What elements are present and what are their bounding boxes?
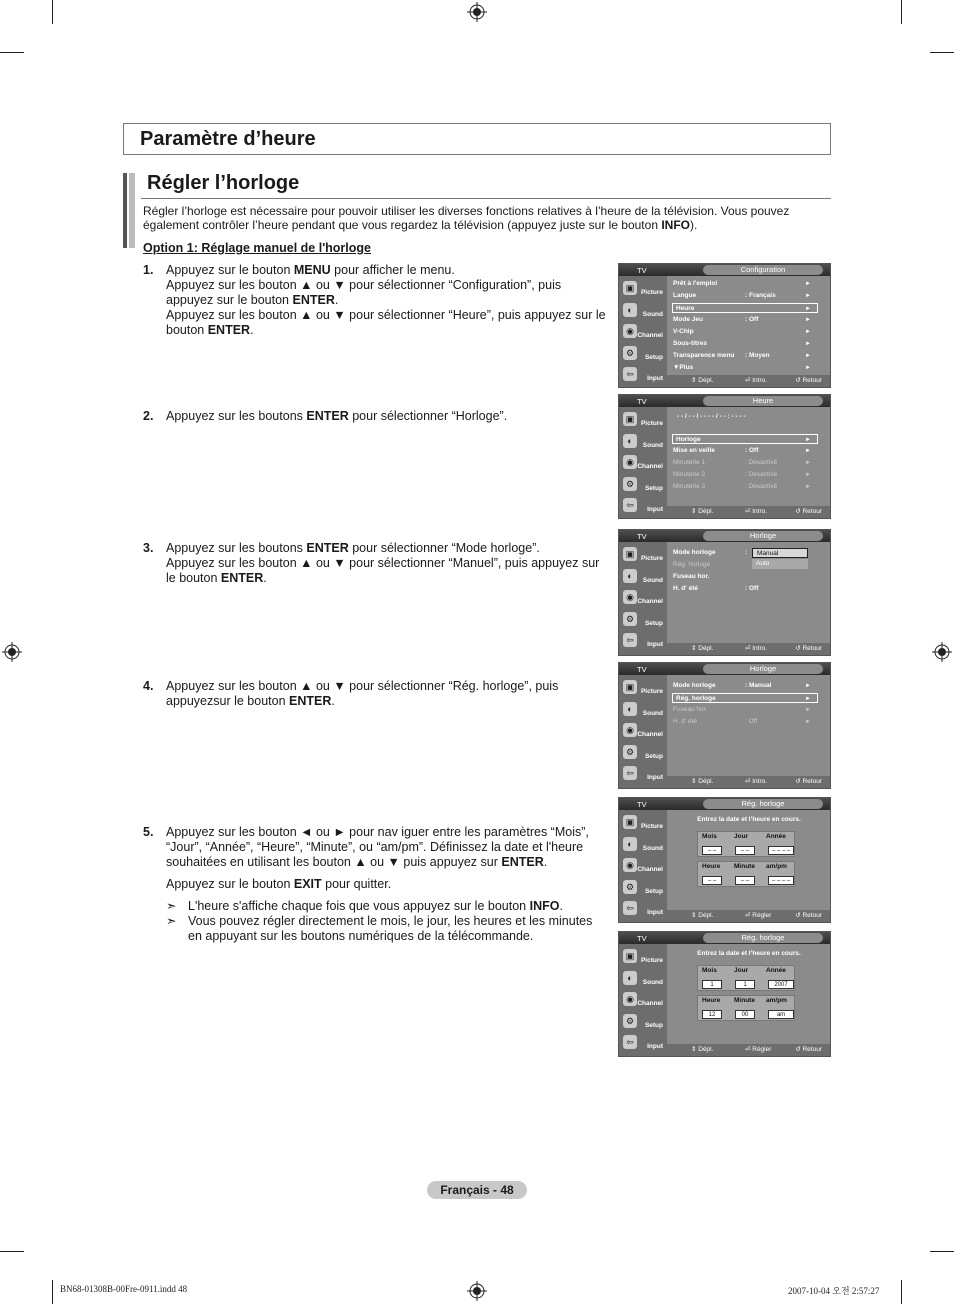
arrow-right-icon: ► (805, 341, 811, 347)
crop-mark (901, 1280, 902, 1304)
input-icon: ⇦ (623, 633, 637, 647)
osd-row-label: Mode horloge (673, 682, 716, 689)
arrow-right-icon: ► (805, 281, 811, 287)
osd-field-value: – – (735, 876, 755, 885)
osd-sidebar (619, 276, 667, 387)
osd-sidebar-item (621, 814, 665, 834)
osd-menu-row (673, 327, 817, 337)
osd-row-label: Prêt à l'emploi (673, 280, 718, 287)
osd-row-label: H. d' été (673, 585, 699, 592)
print-file-info: BN68-01308B-00Fre-0911.indd 48 (60, 1284, 188, 1294)
channel-icon: ◉ (623, 324, 637, 338)
osd-header (619, 663, 830, 675)
osd-row-label: Mode Jeu (673, 316, 703, 323)
crop-mark (52, 1280, 53, 1304)
osd-field-label: Minute (734, 863, 755, 870)
arrow-right-icon: ► (805, 317, 811, 323)
osd-row-label: Minuterie 1 (673, 459, 706, 466)
crop-mark (901, 0, 902, 24)
osd-field-label: am/pm (766, 863, 787, 870)
osd-sidebar-label: Picture (640, 555, 663, 562)
osd-row-value: : Désactivé (745, 471, 778, 478)
osd-menu-row (673, 446, 817, 456)
osd-field-grid (697, 861, 795, 887)
osd-sidebar (619, 407, 667, 518)
registration-mark-icon (932, 642, 952, 662)
osd-sidebar-item (621, 568, 665, 588)
osd-row-value: : Manual (745, 682, 772, 689)
picture-icon: ▣ (623, 815, 637, 829)
osd-menu-row (673, 681, 817, 691)
arrow-right-icon: ► (805, 696, 811, 702)
osd-title: Rég. horloge (703, 933, 823, 943)
osd-row-label: Mise en veille (673, 447, 715, 454)
osd-field-value: – – – – (768, 876, 794, 885)
osd-sidebar (619, 944, 667, 1056)
osd-sidebar-item (621, 948, 665, 968)
osd-sidebar-item (621, 411, 665, 431)
osd-sidebar-label: Setup (644, 619, 663, 627)
osd-sidebar-item (621, 744, 665, 764)
osd-sidebar-label: Channel (637, 731, 663, 738)
enter-hint: ⏎ Régler (745, 912, 772, 919)
osd-field-label: Mois (702, 833, 717, 840)
osd-sidebar-label: Channel (637, 866, 663, 873)
sound-icon: ◐ (623, 837, 637, 851)
osd-sidebar-item (621, 679, 665, 699)
osd-row-value: : Off (745, 585, 759, 592)
osd-sidebar-item (621, 879, 665, 899)
osd-menu-row (673, 482, 817, 492)
osd-field-value: 1 (702, 980, 722, 989)
move-hint: ⇕ Dépl. (691, 645, 714, 652)
osd-menu-row (673, 470, 817, 480)
registration-mark-icon (2, 642, 22, 662)
osd-title: Horloge (703, 531, 823, 541)
channel-icon: ◉ (623, 455, 637, 469)
registration-mark-icon (467, 2, 487, 22)
picture-icon: ▣ (623, 680, 637, 694)
arrow-right-icon: ► (805, 719, 811, 725)
osd-row-value: : (745, 549, 748, 556)
osd-sidebar-label: Picture (640, 420, 663, 427)
osd-sidebar-item (621, 836, 665, 856)
osd-sidebar-item (621, 302, 665, 322)
osd-row-label: Heure (676, 305, 695, 312)
osd-row-label: ▼Plus (673, 364, 694, 371)
sound-icon: ◐ (623, 303, 637, 317)
osd-sidebar (619, 675, 667, 788)
osd-field-grid (697, 995, 795, 1021)
arrow-right-icon: ► (805, 437, 811, 443)
osd-field-label: am/pm (766, 997, 787, 1004)
return-hint: ↺ Retour (795, 645, 822, 652)
sound-icon: ◐ (623, 569, 637, 583)
osd-row-label: Langue (673, 292, 697, 299)
osd-sidebar-label: Setup (644, 752, 663, 760)
osd-sidebar-item (621, 991, 665, 1011)
step-4: 4. Appuyez sur les bouton ▲ ou ▼ pour sélectionner “Rég. horloge”, puis appuyezsur le bouton ENTER. (143, 679, 559, 708)
osd-field-value: am (768, 1010, 794, 1019)
return-hint: ↺ Retour (795, 508, 822, 515)
move-hint: ⇕ Dépl. (691, 912, 714, 919)
osd-footer (667, 1044, 830, 1056)
setup-icon: ⚙ (623, 346, 637, 360)
osd-field-value: – – (735, 846, 755, 855)
clock-display: - - / - - / - - - - / - - : - - - - (677, 413, 746, 420)
osd-title: Rég. horloge (703, 799, 823, 809)
arrow-right-icon: ► (805, 329, 811, 335)
osd-field-label: Jour (734, 833, 749, 840)
osd-sidebar-label: Picture (640, 957, 663, 964)
osd-row-label: H. d' été (673, 718, 698, 725)
arrow-right-icon: ► (805, 448, 811, 454)
setup-icon: ⚙ (623, 1014, 637, 1028)
sound-icon: ◐ (623, 434, 637, 448)
arrow-right-icon: ► (805, 472, 811, 478)
osd-field-value: 2007 (768, 980, 794, 989)
osd-field-label: Minute (734, 997, 755, 1004)
osd-tv-label: TV (637, 934, 647, 943)
osd-field-grid (697, 831, 795, 857)
return-hint: ↺ Retour (795, 377, 822, 384)
arrow-right-icon: ► (805, 353, 811, 359)
channel-icon: ◉ (623, 992, 637, 1006)
channel-icon: ◉ (623, 858, 637, 872)
osd-field-label: Jour (734, 967, 749, 974)
osd-menu-row (673, 458, 817, 468)
registration-mark-icon (467, 1281, 487, 1301)
osd-menu-row (673, 584, 817, 594)
osd-row-label: V-Chip (673, 328, 694, 335)
osd-instruction: Entrez la date et l’heure en cours. (697, 816, 801, 823)
arrow-right-icon: ► (805, 460, 811, 466)
osd-sidebar-label: Picture (640, 823, 663, 830)
osd-header (619, 395, 830, 407)
enter-hint: ⏎ Intro. (745, 778, 768, 785)
osd-sidebar-label: Input (647, 909, 663, 916)
osd-sidebar-label: Sound (642, 844, 663, 852)
osd-sidebar-label: Input (647, 375, 663, 382)
osd-sidebar-label: Sound (642, 576, 663, 584)
osd-field-label: Mois (702, 967, 717, 974)
divider (141, 198, 831, 199)
osd-header (619, 932, 830, 944)
osd-sidebar-item (621, 701, 665, 721)
osd-horloge-mode (618, 529, 831, 656)
osd-row-label: Horloge (676, 436, 701, 443)
setup-icon: ⚙ (623, 477, 637, 491)
osd-sidebar-label: Channel (637, 1000, 663, 1007)
osd-horloge-reg (618, 662, 831, 789)
step-5: 5. Appuyez sur les bouton ◄ ou ► pour nav iguer entre les paramètres “Mois”, “Jour”, “Année”, “Heure”, “Minute”, ou “am/pm”. Définissez la date et l'heure souhaitées en utilisant les bouton ▲ ou ▼ puis appuyez sur ENTER. Appuyez sur le bouton EXIT pour quitter. ➣ L'heure s'affiche chaque fois que vous appuyez sur le bouton INFO. ➣ Vous pouvez régler directement le mois, le jour, les heures et les minutes en appuyant sur les boutons numériques de la télécommande. (143, 825, 608, 944)
osd-title: Configuration (703, 265, 823, 275)
osd-tv-label: TV (637, 266, 647, 275)
osd-header (619, 798, 830, 810)
input-icon: ⇦ (623, 1035, 637, 1049)
arrow-right-icon: ► (805, 365, 811, 371)
picture-icon: ▣ (623, 412, 637, 426)
setup-icon: ⚙ (623, 880, 637, 894)
osd-row-label: Transparence menu (673, 352, 735, 359)
osd-sidebar-label: Setup (644, 1021, 663, 1029)
osd-title: Heure (703, 396, 823, 406)
picture-icon: ▣ (623, 281, 637, 295)
osd-row-value: : Off (745, 316, 759, 323)
return-hint: ↺ Retour (795, 912, 822, 919)
print-date-info: 2007-10-04 오전 2:57:27 (788, 1286, 880, 1296)
osd-row-value: : Français (745, 292, 776, 299)
osd-row-label: Fuseau hor. (673, 573, 710, 580)
osd-menu-row (673, 291, 817, 301)
return-hint: ↺ Retour (795, 1046, 822, 1053)
enter-hint: ⏎ Régler (745, 1046, 772, 1053)
osd-field-grid (697, 965, 795, 991)
osd-menu-row (673, 339, 817, 349)
osd-field-value: – – – – (768, 846, 794, 855)
input-icon: ⇦ (623, 498, 637, 512)
osd-sidebar-item (621, 433, 665, 453)
osd-sidebar-label: Channel (637, 598, 663, 605)
move-hint: ⇕ Dépl. (691, 508, 714, 515)
osd-menu-row (672, 693, 818, 703)
input-icon: ⇦ (623, 766, 637, 780)
osd-option: Manual (752, 548, 808, 558)
osd-sidebar-item (621, 345, 665, 365)
arrow-right-icon: ► (805, 484, 811, 490)
osd-field-value: 1 (735, 980, 755, 989)
crop-mark (930, 1251, 954, 1252)
osd-sidebar-label: Sound (642, 978, 663, 986)
osd-menu-row (673, 279, 817, 289)
osd-row-value: : Off (745, 447, 759, 454)
osd-menu-row (673, 717, 817, 727)
osd-tv-label: TV (637, 397, 647, 406)
move-hint: ⇕ Dépl. (691, 778, 714, 785)
osd-sidebar-label: Sound (642, 441, 663, 449)
osd-row-label: Minuterie 2 (673, 471, 706, 478)
osd-sidebar-item (621, 497, 665, 517)
intro-paragraph: Régler l’horloge est nécessaire pour pouvoir utiliser les diverses fonctions relatives à l’heure de la télévision. Vous pouvez également contrôler l’heure pendant que vous regardez la télévision (appuyez juste sur le bouton INFO). (143, 204, 790, 232)
osd-tv-label: TV (637, 800, 647, 809)
step-2: 2. Appuyez sur les boutons ENTER pour sélectionner “Horloge”. (143, 409, 508, 423)
crop-mark (0, 52, 24, 53)
osd-tv-label: TV (637, 532, 647, 541)
osd-field-value: – – (702, 846, 722, 855)
osd-sidebar-label: Sound (642, 709, 663, 717)
osd-field-label: Heure (702, 997, 721, 1004)
osd-heure (618, 394, 831, 519)
osd-sidebar-item (621, 900, 665, 920)
osd-sidebar-item (621, 366, 665, 386)
osd-sidebar-item (621, 970, 665, 990)
osd-sidebar (619, 810, 667, 922)
note: ➣ Vous pouvez régler directement le mois, le jour, les heures et les minutes en appuyant sur les boutons numériques de la télécommande. (166, 914, 593, 943)
osd-footer (667, 506, 830, 518)
osd-menu-row (673, 315, 817, 325)
osd-footer (667, 375, 830, 387)
osd-row-label: Minuterie 3 (673, 483, 706, 490)
osd-field-value: 00 (735, 1010, 755, 1019)
input-icon: ⇦ (623, 367, 637, 381)
osd-sidebar-item (621, 323, 665, 343)
osd-sidebar-label: Picture (640, 688, 663, 695)
osd-sidebar-label: Input (647, 506, 663, 513)
osd-sidebar-label: Input (647, 641, 663, 648)
osd-menu-row (673, 351, 817, 361)
picture-icon: ▣ (623, 949, 637, 963)
osd-sidebar-item (621, 1013, 665, 1033)
subsection-title: Régler l’horloge (147, 172, 300, 194)
move-hint: ⇕ Dépl. (691, 377, 714, 384)
osd-footer (667, 643, 830, 655)
osd-sidebar-label: Channel (637, 332, 663, 339)
osd-row-label: Sous-titres (673, 340, 707, 347)
note: ➣ L'heure s'affiche chaque fois que vous appuyez sur le bouton INFO. (166, 899, 563, 913)
osd-reg-horloge-filled (618, 931, 831, 1057)
osd-footer (667, 776, 830, 788)
osd-sidebar-label: Input (647, 1043, 663, 1050)
osd-row-label: Rég. horloge (676, 695, 716, 702)
osd-sidebar-label: Input (647, 774, 663, 781)
osd-menu-row (672, 434, 818, 444)
osd-configuration (618, 263, 831, 388)
sound-icon: ◐ (623, 971, 637, 985)
section-title: Paramètre d’heure (123, 123, 831, 155)
osd-menu-row (673, 572, 817, 582)
osd-field-label: Année (766, 833, 786, 840)
osd-footer (667, 910, 830, 922)
arrow-right-icon: ► (805, 707, 811, 713)
osd-field-label: Heure (702, 863, 721, 870)
move-hint: ⇕ Dépl. (691, 1046, 714, 1053)
step-3: 3. Appuyez sur les boutons ENTER pour sélectionner “Mode horloge”. Appuyez sur les bouton ▲ ou ▼ pour sélectionner “Manuel”, puis appuyez sur le bouton ENTER. (143, 541, 600, 585)
osd-sidebar-item (621, 632, 665, 652)
osd-option: Auto (752, 559, 808, 569)
osd-menu-row (672, 303, 818, 313)
input-icon: ⇦ (623, 901, 637, 915)
picture-icon: ▣ (623, 547, 637, 561)
setup-icon: ⚙ (623, 745, 637, 759)
return-hint: ↺ Retour (795, 778, 822, 785)
osd-header (619, 530, 830, 542)
osd-sidebar-item (621, 857, 665, 877)
step-1: 1. Appuyez sur le bouton MENU pour afficher le menu. Appuyez sur les bouton ▲ ou ▼ pour sélectionner “Configuration”, puis appuyez sur le bouton ENTER. Appuyez sur les bouton ▲ ou ▼ pour sélectionner “Heure”, puis appuyez sur le bouton ENTER. (143, 263, 606, 337)
arrow-right-icon: ► (805, 683, 811, 689)
enter-hint: ⏎ Intro. (745, 645, 768, 652)
osd-sidebar-label: Setup (644, 484, 663, 492)
crop-mark (0, 1251, 24, 1252)
osd-sidebar-item (621, 476, 665, 496)
osd-row-value: : Désactivé (745, 483, 778, 490)
osd-sidebar-label: Channel (637, 463, 663, 470)
osd-sidebar-item (621, 454, 665, 474)
osd-row-value: : Désactivé (745, 459, 778, 466)
osd-instruction: Entrez la date et l’heure en cours. (697, 950, 801, 957)
osd-sidebar-item (621, 765, 665, 785)
channel-icon: ◉ (623, 590, 637, 604)
osd-sidebar-item (621, 280, 665, 300)
osd-sidebar-item (621, 1034, 665, 1054)
osd-menu-row (673, 363, 817, 373)
osd-sidebar (619, 542, 667, 655)
osd-sidebar-item (621, 546, 665, 566)
page-number: Français - 48 (427, 1181, 527, 1199)
subsection-bar (123, 173, 135, 248)
osd-title: Horloge (703, 664, 823, 674)
osd-sidebar-item (621, 611, 665, 631)
crop-mark (52, 0, 53, 24)
sound-icon: ◐ (623, 702, 637, 716)
osd-sidebar-item (621, 722, 665, 742)
option-heading: Option 1: Réglage manuel de l'horloge (143, 241, 371, 255)
osd-field-label: Année (766, 967, 786, 974)
setup-icon: ⚙ (623, 612, 637, 626)
osd-sidebar-item (621, 589, 665, 609)
osd-sidebar-label: Sound (642, 310, 663, 318)
osd-row-label: Rég. horloge (673, 561, 711, 568)
arrow-right-icon: ► (805, 306, 811, 312)
osd-row-value: : Off (745, 718, 758, 725)
osd-menu-row (673, 705, 817, 715)
crop-mark (930, 52, 954, 53)
osd-sidebar-label: Setup (644, 887, 663, 895)
osd-field-value: – – (702, 876, 722, 885)
osd-header (619, 264, 830, 276)
osd-row-value: : Moyen (745, 352, 770, 359)
osd-tv-label: TV (637, 665, 647, 674)
osd-row-label: Mode horloge (673, 549, 716, 556)
enter-hint: ⏎ Intro. (745, 377, 768, 384)
osd-sidebar-label: Setup (644, 353, 663, 361)
enter-hint: ⏎ Intro. (745, 508, 768, 515)
arrow-right-icon: ► (805, 293, 811, 299)
osd-field-value: 12 (702, 1010, 722, 1019)
osd-sidebar-label: Picture (640, 289, 663, 296)
osd-reg-horloge-empty (618, 797, 831, 923)
channel-icon: ◉ (623, 723, 637, 737)
osd-row-label: Fuseau hor. (673, 706, 708, 713)
